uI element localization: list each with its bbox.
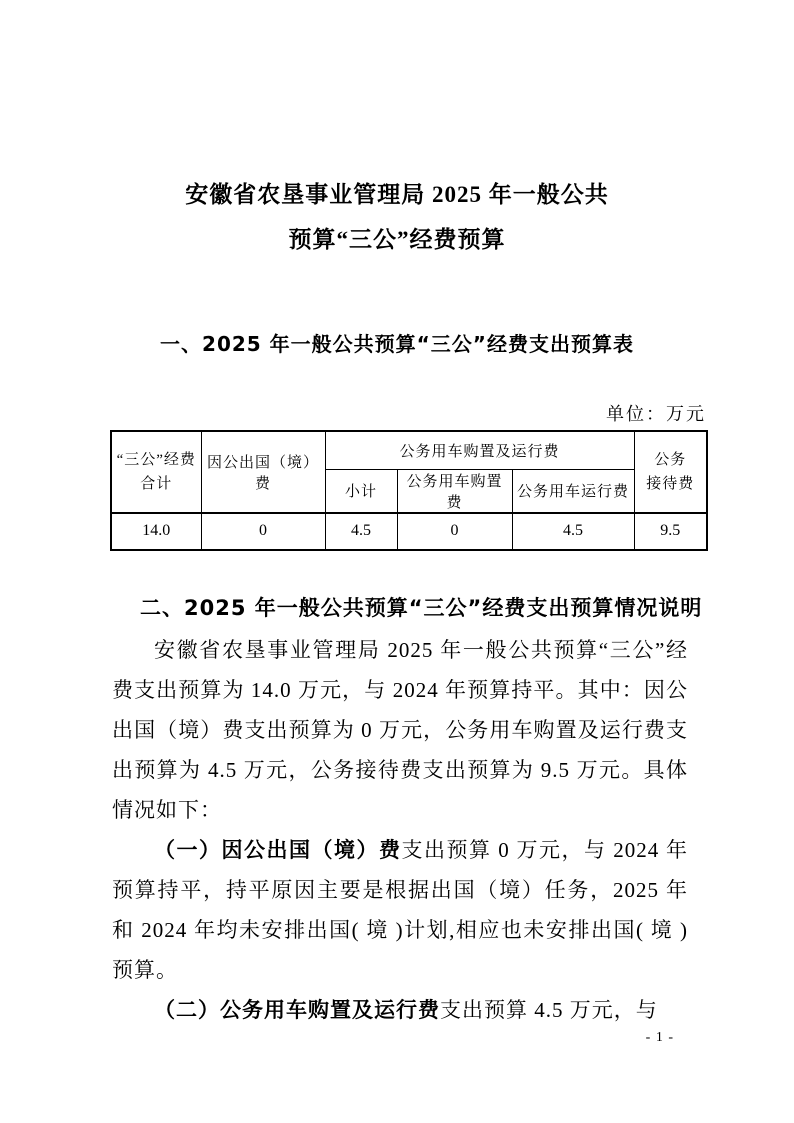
col-header-reception-line1: 公务 (654, 451, 687, 468)
col-header-vehicle-subtotal: 小计 (325, 469, 397, 513)
page-number: - 1 - (645, 1030, 674, 1045)
col-header-reception-line2: 接待费 (646, 475, 695, 492)
paragraph-vehicle-fee-lead: （二）公务用车购置及运行费 (154, 998, 440, 1022)
col-header-abroad-fee: 因公出国（境）费 (201, 431, 325, 513)
section2-content (112, 588, 703, 1030)
col-header-sangong-total (111, 431, 201, 513)
col-header-reception-fee (634, 431, 707, 513)
paragraph-overview-text: 安徽省农垦事业管理局 2025 年一般公共预算“三公”经费支出预算为 14.0 万元，与 2024 年预算持平。其中：因公出国（境）费支出预算为 0 万元，公务用车购置及运行费支出预算为 4.5 万元，公务接待费支出预算为 9.5 万元。具体情况如下： (112, 638, 688, 822)
value-sangong-total: 14.0 (111, 513, 201, 550)
paragraph-vehicle-fee (112, 990, 688, 1030)
col-header-vehicle-group: 公务用车购置及运行费 (325, 431, 634, 469)
paragraph-abroad-fee (112, 830, 688, 990)
document-title-line1: 安徽省农垦事业管理局 2025 年一般公共 (185, 182, 609, 207)
table-data-row (111, 513, 707, 550)
value-vehicle-operation: 4.5 (512, 513, 634, 550)
sangong-budget-table (110, 430, 708, 551)
col-header-vehicle-operation: 公务用车运行费 (512, 469, 634, 513)
col-header-sangong-total-line1: “三公”经费 (116, 451, 196, 468)
col-header-vehicle-purchase: 公务用车购置费 (397, 469, 512, 513)
value-abroad-fee: 0 (201, 513, 325, 550)
section2-heading: 二、2025 年一般公共预算“三公”经费支出预算情况说明 (140, 596, 703, 620)
section1-heading: 一、2025 年一般公共预算“三公”经费支出预算表 (160, 332, 634, 356)
paragraph-abroad-fee-lead: （一）因公出国（境）费 (154, 838, 402, 862)
value-vehicle-subtotal: 4.5 (325, 513, 397, 550)
paragraph-vehicle-fee-text: 支出预算 4.5 万元，与 (440, 998, 658, 1022)
paragraph-overview (112, 630, 688, 830)
value-reception-fee: 9.5 (634, 513, 707, 550)
document-title-line2: 预算“三公”经费预算 (288, 227, 506, 252)
paragraph-abroad-fee-text: 支出预算 0 万元，与 2024 年预算持平，持平原因主要是根据出国（境）任务，2025 年和 2024 年均未安排出国( 境 )计划,相应也未安排出国( 境 )预算。 (112, 838, 688, 982)
document-title (0, 172, 794, 262)
table-unit-label: 单位：万元 (606, 404, 706, 424)
col-header-sangong-total-line2: 合计 (140, 475, 173, 492)
value-vehicle-purchase: 0 (397, 513, 512, 550)
